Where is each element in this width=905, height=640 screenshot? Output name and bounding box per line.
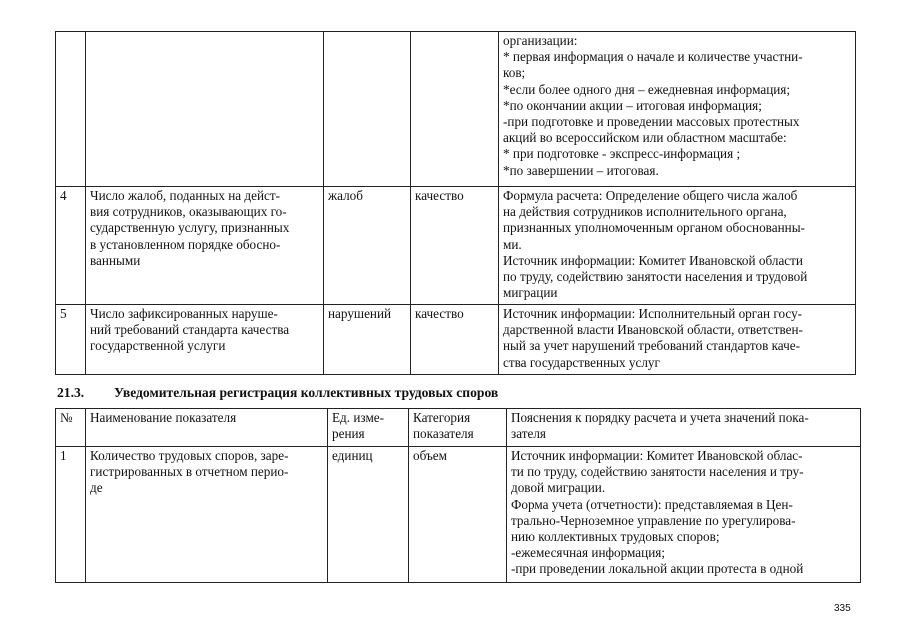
section-heading	[57, 385, 857, 401]
section-number: 21.3.	[57, 385, 85, 400]
explanation-cell	[499, 305, 856, 375]
explanation-line: Источник информации: Комитет Ивановской области	[503, 252, 803, 268]
unit-cell	[324, 32, 411, 187]
explanation-cell	[507, 447, 861, 583]
explanation-line: по труду, содействию занятости населения и трудовой	[503, 269, 808, 285]
header-category	[409, 409, 507, 447]
category-cell	[411, 32, 499, 187]
table-row	[56, 305, 856, 375]
explanation-line: *по завершении – итоговая.	[503, 162, 659, 178]
category-cell: качество	[411, 187, 499, 305]
explanation-line: ти по труду, содействию занятости населения и тру-	[511, 464, 804, 480]
explanation-line: акций во всероссийском или областном масштабе:	[503, 130, 787, 146]
table-row	[56, 447, 861, 583]
explanation-line: трально-Черноземное управление по урегулирова-	[511, 512, 796, 528]
indicator-name-line: Число зафиксированных наруше-	[90, 306, 278, 321]
header-category-line: Категория	[413, 410, 471, 425]
header-unit-line: Ед. изме-	[332, 410, 385, 425]
indicator-name-line: ванными	[90, 252, 141, 268]
explanation-line: ков;	[503, 65, 526, 81]
header-explanation-line: Пояснения к порядку расчета и учета значений пока-	[511, 410, 809, 425]
explanation-line: ства государственных услуг	[503, 354, 660, 370]
indicator-name-cell	[86, 187, 324, 305]
row-number-cell	[56, 32, 86, 187]
header-explanation	[507, 409, 861, 447]
explanation-line: -при проведении локальной акции протеста в одной	[511, 561, 804, 577]
row-number-cell: 1	[56, 447, 86, 583]
explanation-cell	[499, 32, 856, 187]
explanation-line: -ежемесячная информация;	[511, 545, 665, 561]
unit-cell: единиц	[328, 447, 409, 583]
explanation-line: ный за учет нарушений требований стандартов каче-	[503, 338, 801, 354]
table-row	[56, 187, 856, 305]
explanation-line: нию коллективных трудовых споров;	[511, 529, 720, 545]
explanation-line: * первая информация о начале и количестве участни-	[503, 49, 803, 65]
explanation-line: Формула расчета: Определение общего числа жалоб	[503, 188, 798, 203]
section-title: Уведомительная регистрация коллективных трудовых споров	[114, 385, 499, 400]
explanation-line: Источник информации: Исполнительный орган госу-	[503, 306, 803, 321]
unit-cell: жалоб	[324, 187, 411, 305]
indicators-table	[55, 408, 861, 583]
explanation-line: ми.	[503, 236, 522, 252]
indicator-name-cell	[86, 32, 324, 187]
indicators-table-continued	[55, 31, 856, 375]
header-num: №	[56, 409, 86, 447]
page-number: 335	[834, 603, 851, 614]
explanation-line: дарственной власти Ивановской области, ответствен-	[503, 322, 803, 338]
table-row	[56, 32, 856, 187]
explanation-line: на действия сотрудников исполнительного органа,	[503, 204, 787, 220]
header-name: Наименование показателя	[86, 409, 328, 447]
explanation-line: признанных уполномоченным органом обоснованны-	[503, 220, 805, 236]
explanation-line: *по окончании акции – итоговая информация;	[503, 97, 762, 113]
explanation-line: миграции	[503, 285, 558, 301]
row-number-cell: 5	[56, 305, 86, 375]
indicator-name-line: сударственную услугу, признанных	[90, 220, 290, 236]
indicator-name-line: Число жалоб, поданных на дейст-	[90, 188, 281, 203]
header-explanation-line: зателя	[511, 426, 546, 442]
indicator-name-line: де	[90, 480, 103, 496]
header-unit-line: рения	[332, 426, 365, 442]
indicator-name-line: гистрированных в отчетном перио-	[90, 464, 289, 480]
indicator-name-line: вия сотрудников, оказывающих го-	[90, 204, 287, 220]
explanation-line: довой миграции.	[511, 480, 606, 496]
explanation-line: Форма учета (отчетности): представляемая в Цен-	[511, 496, 793, 512]
explanation-line: *если более одного дня – ежедневная информация;	[503, 81, 791, 97]
indicator-name-cell	[86, 305, 324, 375]
explanation-line: -при подготовке и проведении массовых протестных	[503, 114, 800, 130]
indicator-name-cell	[86, 447, 328, 583]
explanation-line: Источник информации: Комитет Ивановской облас-	[511, 448, 803, 463]
unit-cell: нарушений	[324, 305, 411, 375]
table-header-row	[56, 409, 861, 447]
category-cell: качество	[411, 305, 499, 375]
category-cell: объем	[409, 447, 507, 583]
header-category-line: показателя	[413, 426, 474, 442]
explanation-cell	[499, 187, 856, 305]
header-unit	[328, 409, 409, 447]
indicator-name-line: Количество трудовых споров, заре-	[90, 448, 289, 463]
indicator-name-line: ний требований стандарта качества	[90, 322, 290, 338]
indicator-name-line: в установленном порядке обосно-	[90, 236, 281, 252]
explanation-line: организации:	[503, 33, 578, 48]
row-number-cell: 4	[56, 187, 86, 305]
indicator-name-line: государственной услуги	[90, 338, 226, 354]
explanation-line: * при подготовке - экспресс-информация ;	[503, 146, 741, 162]
